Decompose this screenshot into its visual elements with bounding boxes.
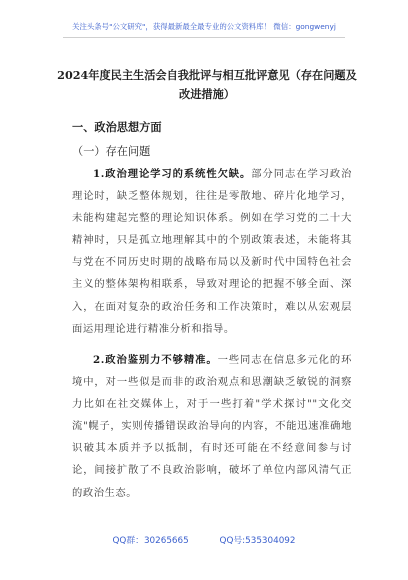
item-2-label: 2.政治鉴别力不够精准。 (93, 354, 218, 366)
footer-qq-group: QQ群：30265665 (112, 536, 189, 546)
subsection-heading: （一）存在问题 (72, 145, 151, 158)
item-1-label: 1.政治理论学习的系统性欠缺。 (93, 168, 252, 180)
document-title: 2024年度民主生活会自我批评与相互批评意见（存在问题及改进措施） (57, 68, 357, 101)
footer-qq-number: QQ号:535304092 (219, 536, 296, 546)
header-divider (63, 37, 345, 38)
item-1-text: 部分同志在学习政治理论时，缺乏整体规划，往往是零散地、碎片化地学习，未能构建起完整的理论知识体系。例如在学习党的二十大精神时，只是孤立地理解其中的个别政策表述，未能将其与党在不同历史时期的战略布局以及新时代中国特色社会主义的整体架构相联系，导致对理论的把握不够全面、深入，在面对复杂的政治任务和工作决策时，难以从宏观层面运用理论进行精准分析和指导。 (72, 168, 352, 335)
paragraph-item-1 (72, 163, 352, 340)
footer-contact (0, 533, 408, 546)
section-heading: 一、政治思想方面 (72, 120, 162, 134)
item-2-text: 一些同志在信息多元化的环境中，对一些似是而非的政治观点和思潮缺乏敏锐的洞察力比如在社交媒体上，对于一些打着"学术探讨""文化交流"幌子，实则传播错误政治导向的内容，不能迅速准确地识破其本质并予以抵制，有时还可能在不经意间参与讨论，间接扩散了不良政治影响，破坏了单位内部风清气正的政治生态。 (72, 354, 352, 499)
header-promo: 关注头条号"公文研究"，获得最新最全最专业的公文资料库！ 微信：gongwenyj (72, 22, 336, 31)
paragraph-item-2 (72, 349, 352, 504)
